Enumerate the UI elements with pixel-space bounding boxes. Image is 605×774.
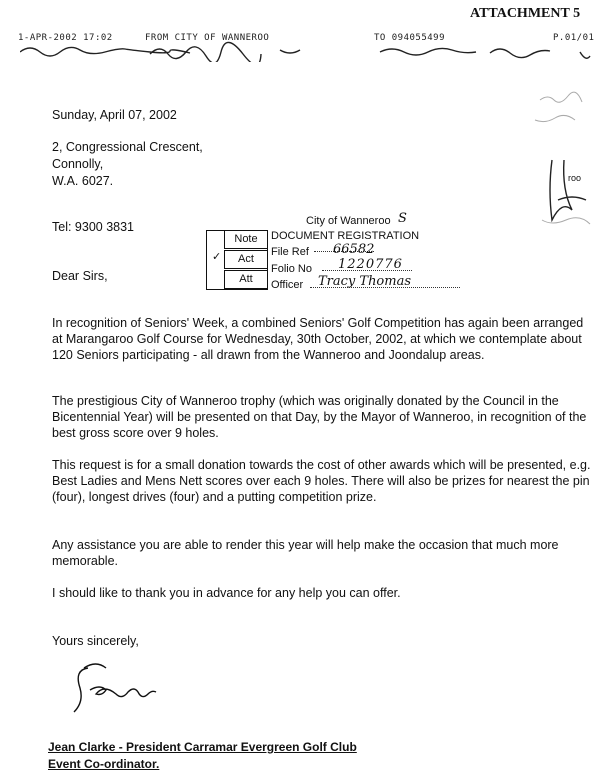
paragraph-2: The prestigious City of Wanneroo trophy (which was originally donated by the Council in the Bicentennial Year) will be presented on that Day, by the Mayor of Wanneroo, in recognition of the best gross score over 9 holes. (52, 394, 587, 440)
file-ref-label: File Ref (271, 246, 309, 258)
fax-from: FROM CITY OF WANNEROO (145, 33, 270, 43)
address-line-2: Connolly, (52, 157, 104, 171)
margin-note: roo (568, 173, 582, 183)
stamp-cell-att: Att (224, 270, 268, 289)
officer-label: Officer (271, 279, 304, 291)
fax-date-time: 1-APR-2002 17:02 (18, 33, 113, 43)
salutation: Dear Sirs, (52, 269, 108, 283)
address-line-1: 2, Congressional Crescent, (52, 140, 203, 154)
paragraph-1: In recognition of Seniors' Week, a combined Seniors' Golf Competition has again been arranged at Marangaroo Golf Course for Wednesday, 30th October, 2002, at which we contemplate about 120 Seniors participating - all drawn from the Wanneroo and Joondalup areas. (52, 316, 584, 362)
paragraph-3: This request is for a small donation towards the cost of other awards which will be presented, e.g. Best Ladies and Mens Nett scores over each 9 holes. There will also be prizes for nearest the pin (four), longest drives (four) and a putting competition prize. (52, 458, 591, 504)
signatory-role: Event Co-ordinator. (48, 757, 160, 771)
fax-page: P.01/01 (553, 33, 595, 43)
file-ref-value: 66582 (333, 242, 375, 257)
address-line-3: W.A. 6027. (52, 174, 114, 188)
signature (70, 660, 180, 720)
stamp-cell-act: Act (224, 250, 268, 269)
handwriting-scrawl (20, 40, 600, 62)
closing: Yours sincerely, (52, 634, 139, 648)
stamp-cell-note: Note (224, 230, 268, 249)
officer-value: Tracy Thomas (318, 274, 412, 289)
checkmark-icon: ✓ (212, 251, 222, 263)
signatory: Jean Clarke - President Carramar Evergreen Golf Club (48, 740, 357, 754)
fax-to: TO 094055499 (374, 33, 446, 43)
letter-date: Sunday, April 07, 2002 (52, 108, 177, 122)
stamp-org: City of Wanneroo (306, 215, 391, 227)
stamp-title: DOCUMENT REGISTRATION (271, 230, 420, 242)
stamp-mark: S (398, 211, 407, 226)
telephone: Tel: 9300 3831 (52, 220, 135, 234)
folio-value: 1220776 (338, 257, 403, 272)
margin-handwriting (530, 80, 600, 250)
folio-label: Folio No (271, 263, 312, 275)
attachment-label: ATTACHMENT 5 (470, 6, 581, 21)
paragraph-4: Any assistance you are able to render this year will help make the occasion that much more memorable. (52, 538, 559, 568)
paragraph-5: I should like to thank you in advance for any help you can offer. (52, 586, 401, 600)
